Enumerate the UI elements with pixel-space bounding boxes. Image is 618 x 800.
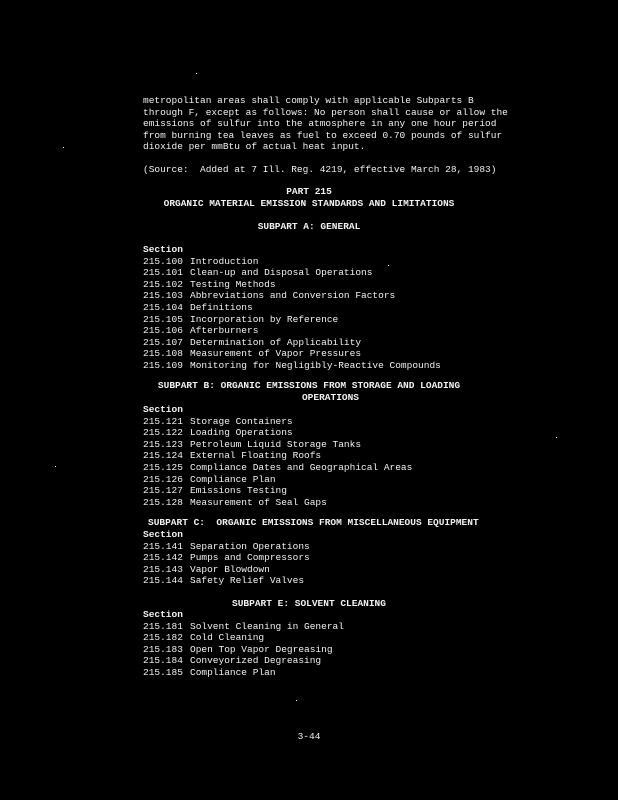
section-label: Section	[143, 244, 183, 255]
section-title: External Floating Roofs	[190, 450, 322, 462]
section-title: Clean-up and Disposal Operations	[190, 267, 373, 279]
section-title: Loading Operations	[190, 427, 293, 439]
subpart-b-section-list	[143, 404, 563, 508]
subpart-c-section-list	[143, 529, 563, 587]
section-number: 215.142	[143, 552, 183, 564]
intro-line: emissions of sulfur into the atmosphere in any one hour period	[143, 118, 497, 130]
section-number: 215.127	[143, 485, 183, 497]
page-number: 3-44	[297, 731, 321, 742]
subpart-b-heading: SUBPART B: ORGANIC EMISSIONS FROM STORAGE AND LOADING	[157, 380, 461, 391]
section-row	[143, 279, 563, 291]
section-title: Measurement of Seal Gaps	[190, 496, 327, 508]
section-title: Determination of Applicability	[190, 336, 362, 348]
section-title: Compliance Dates and Geographical Areas	[190, 461, 413, 473]
subpart-e-section-list	[143, 609, 563, 679]
section-row	[143, 450, 563, 462]
intro-line: metropolitan areas shall comply with applicable Subparts B	[143, 95, 474, 106]
section-label: Section	[143, 529, 183, 540]
section-number: 215.144	[143, 575, 183, 587]
section-number: 215.102	[143, 278, 183, 290]
section-row	[143, 644, 563, 656]
intro-line: from burning tea leaves as fuel to exceed 0.70 pounds of sulfur	[143, 129, 503, 141]
section-title: Open Top Vapor Degreasing	[190, 643, 333, 655]
section-number: 215.109	[143, 359, 183, 371]
intro-line: through F, except as follows: No person shall cause or allow the	[143, 106, 508, 118]
subpart-a-heading: SUBPART A: GENERAL	[257, 221, 361, 232]
section-number: 215.143	[143, 563, 183, 575]
section-row	[143, 474, 563, 486]
section-row	[143, 564, 563, 576]
scan-speck	[63, 147, 64, 148]
subpart-b-heading-continued: OPERATIONS	[301, 392, 359, 403]
part-title: ORGANIC MATERIAL EMISSION STANDARDS AND LIMITATIONS	[163, 198, 455, 209]
section-title: Definitions	[190, 301, 253, 313]
section-row	[143, 325, 563, 337]
scan-speck	[55, 466, 56, 467]
scan-speck	[196, 73, 197, 74]
section-row	[143, 267, 563, 279]
section-row	[143, 575, 563, 587]
section-title: Afterburners	[190, 325, 259, 337]
section-row	[143, 497, 563, 509]
section-number: 215.124	[143, 450, 183, 462]
section-number: 215.108	[143, 348, 183, 360]
section-row	[143, 439, 563, 451]
section-label: Section	[143, 404, 183, 415]
section-number: 215.103	[143, 290, 183, 302]
section-number: 215.125	[143, 461, 183, 473]
section-title: Petroleum Liquid Storage Tanks	[190, 438, 362, 450]
section-number: 215.128	[143, 496, 183, 508]
section-title: Abbreviations and Conversion Factors	[190, 290, 396, 302]
section-title: Cold Cleaning	[190, 632, 265, 644]
section-row	[143, 314, 563, 326]
section-title: Emissions Testing	[190, 485, 287, 497]
section-title: Incorporation by Reference	[190, 313, 339, 325]
section-number: 215.126	[143, 473, 183, 485]
section-row	[143, 348, 563, 360]
section-number: 215.184	[143, 655, 183, 667]
intro-paragraph	[143, 95, 563, 153]
section-title: Compliance Plan	[190, 666, 276, 678]
section-title: Compliance Plan	[190, 473, 276, 485]
section-title: Solvent Cleaning in General	[190, 620, 344, 632]
subpart-a-section-list	[143, 244, 563, 372]
subpart-c-heading	[148, 517, 588, 529]
section-number: 215.105	[143, 313, 183, 325]
section-number: 215.100	[143, 255, 183, 267]
section-title: Safety Relief Valves	[190, 575, 305, 587]
section-number: 215.123	[143, 438, 183, 450]
section-number: 215.104	[143, 301, 183, 313]
section-row	[143, 290, 563, 302]
section-row	[143, 541, 563, 553]
section-row	[143, 416, 563, 428]
section-number: 215.185	[143, 666, 183, 678]
section-row	[143, 632, 563, 644]
section-row	[143, 462, 563, 474]
section-number: 215.141	[143, 540, 183, 552]
section-row	[143, 621, 563, 633]
section-title: Pumps and Compressors	[190, 552, 310, 564]
section-title: Conveyorized Degreasing	[190, 655, 322, 667]
section-number: 215.107	[143, 336, 183, 348]
section-row	[143, 302, 563, 314]
section-label: Section	[143, 609, 183, 620]
source-note	[143, 164, 563, 176]
section-title: Storage Containers	[190, 415, 293, 427]
section-row	[143, 427, 563, 439]
section-title: Introduction	[190, 255, 259, 267]
part-number: PART 215	[286, 186, 332, 197]
source-note-text: (Source: Added at 7 Ill. Reg. 4219, effective March 28, 1983)	[143, 164, 497, 175]
section-row	[143, 552, 563, 564]
section-number: 215.101	[143, 267, 183, 279]
section-number: 215.122	[143, 427, 183, 439]
section-number: 215.106	[143, 325, 183, 337]
section-row	[143, 667, 563, 679]
section-row	[143, 337, 563, 349]
scan-speck	[296, 700, 297, 701]
section-number: 215.121	[143, 415, 183, 427]
section-row	[143, 256, 563, 268]
section-number: 215.182	[143, 632, 183, 644]
section-row	[143, 360, 563, 372]
section-title: Monitoring for Negligibly-Reactive Compounds	[190, 359, 441, 371]
section-number: 215.183	[143, 643, 183, 655]
section-number: 215.181	[143, 620, 183, 632]
section-title: Testing Methods	[190, 278, 276, 290]
section-title: Measurement of Vapor Pressures	[190, 348, 362, 360]
intro-line: dioxide per mmBtu of actual heat input.	[143, 141, 366, 153]
section-title: Separation Operations	[190, 540, 310, 552]
section-row	[143, 485, 563, 497]
section-title: Vapor Blowdown	[190, 563, 270, 575]
subpart-c-heading-text: SUBPART C: ORGANIC EMISSIONS FROM MISCELLANEOUS EQUIPMENT	[148, 517, 479, 528]
subpart-e-heading: SUBPART E: SOLVENT CLEANING	[232, 598, 386, 609]
section-row	[143, 655, 563, 667]
